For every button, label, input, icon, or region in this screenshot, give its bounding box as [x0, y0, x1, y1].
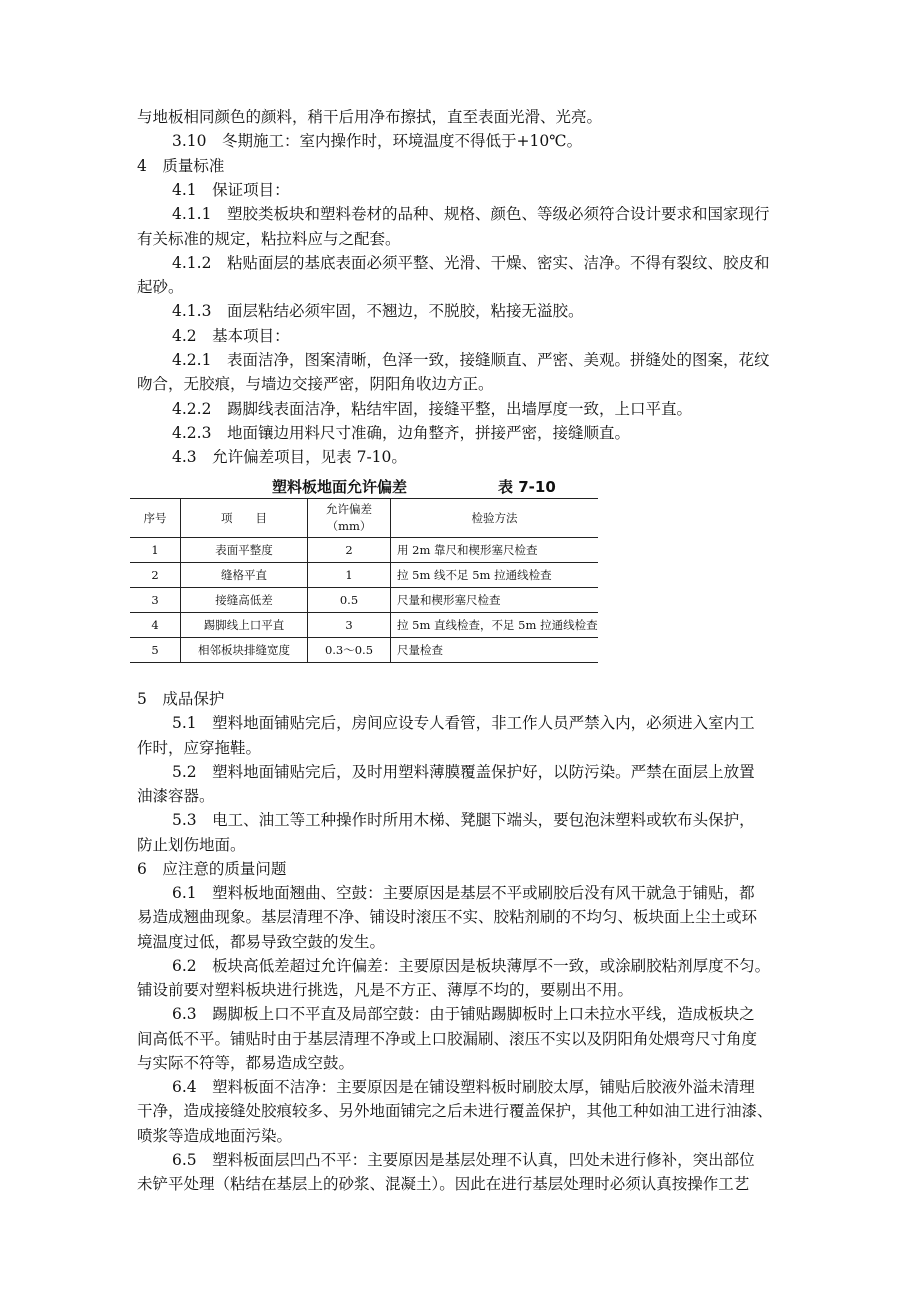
text-line: 境温度过低，都易导致空鼓的发生。 — [137, 932, 386, 951]
text-line: 5.1 塑料地面铺贴完后，房间应设专人看管，非工作人员严禁入内，必须进入室内工 — [172, 714, 755, 733]
text-line: 6.1 塑料板地面翘曲、空鼓：主要原因是基层不平或刷胶后没有风干就急于铺贴，都 — [172, 884, 755, 902]
deviation-table — [130, 498, 598, 663]
text-line: 4.2.1 表面洁净，图案清晰，色泽一致，接缝顺直、严密、美观。拼缝处的图案，花纹 — [172, 351, 770, 369]
text-line: 4.1.2 粘贴面层的基底表面必须平整、光滑、干燥、密实、洁净。不得有裂纹、胶皮和 — [172, 253, 770, 272]
cell-index: 2 — [130, 563, 181, 588]
text-line: 3.10 冬期施工：室内操作时，环境温度不得低于+10℃。 — [172, 132, 583, 151]
cell-method: 用 2m 靠尺和楔形塞尺检查 — [391, 538, 599, 563]
header-deviation-text: 允许偏差 （mm） — [326, 502, 372, 533]
text-line: 4 质量标准 — [137, 156, 225, 175]
text-line: 起砂。 — [137, 278, 184, 297]
cell-item: 表面平整度 — [181, 538, 308, 563]
text-line: 5.2 塑料地面铺贴完后，及时用塑料薄膜覆盖保护好，以防污染。严禁在面层上放置 — [172, 762, 755, 781]
text-line: 4.2.3 地面镶边用料尺寸准确，边角整齐，拼接严密，接缝顺直。 — [172, 423, 630, 442]
cell-item: 接缝高低差 — [181, 588, 308, 613]
cell-index: 1 — [130, 538, 181, 563]
cell-method: 尺量检查 — [391, 638, 599, 663]
text-line: 6.5 塑料板面层凹凸不平：主要原因是基层处理不认真，凹处未进行修补，突出部位 — [172, 1150, 755, 1169]
table-title: 塑料板地面允许偏差 — [272, 478, 408, 496]
cell-index: 4 — [130, 613, 181, 638]
text-line: 4.1.3 面层粘结必须牢固，不翘边，不脱胶，粘接无溢胶。 — [172, 302, 584, 321]
header-deviation — [308, 499, 391, 538]
cell-index: 5 — [130, 638, 181, 663]
text-line: 作时，应穿拖鞋。 — [137, 738, 262, 757]
text-line: 易造成翘曲现象。基层清理不净、铺设时滚压不实、胶粘剂刷的不均匀、板块面上尘土或环 — [137, 908, 758, 927]
text-line: 4.2.2 踢脚线表面洁净，粘结牢固，接缝平整，出墙厚度一致，上口平直。 — [172, 399, 692, 418]
text-line: 油漆容器。 — [137, 787, 215, 805]
text-line: 喷浆等造成地面污染。 — [137, 1126, 293, 1145]
cell-method: 拉 5m 直线检查，不足 5m 拉通线检查 — [391, 613, 599, 638]
cell-item: 相邻板块排缝宽度 — [181, 638, 308, 663]
cell-deviation: 3 — [308, 613, 391, 638]
text-line: 6.2 板块高低差超过允许偏差：主要原因是板块薄厚不一致，或涂刷胶粘剂厚度不匀。 — [172, 956, 771, 975]
text-line: 与实际不符等，都易造成空鼓。 — [137, 1053, 355, 1072]
text-line: 与地板相同颜色的颜料，稍干后用净布擦拭，直至表面光滑、光亮。 — [137, 108, 603, 126]
cell-deviation: 2 — [308, 538, 391, 563]
cell-deviation: 0.3～0.5 — [308, 638, 391, 663]
table-row — [130, 588, 598, 613]
cell-deviation: 1 — [308, 563, 391, 588]
cell-deviation: 0.5 — [308, 588, 391, 613]
header-item: 项 目 — [181, 499, 308, 538]
table-number: 表 7-10 — [498, 478, 556, 496]
text-line: 干净，造成接缝处胶痕较多、另外地面铺完之后未进行覆盖保护，其他工种如油工进行油漆、 — [137, 1102, 773, 1121]
text-line: 5.3 电工、油工等工种操作时所用木梯、凳腿下端头，要包泡沫塑料或软布头保护， — [172, 811, 755, 830]
table-row — [130, 613, 598, 638]
cell-method: 尺量和楔形塞尺检查 — [391, 588, 599, 613]
text-line: 4.1.1 塑胶类板块和塑料卷材的品种、规格、颜色、等级必须符合设计要求和国家现行 — [172, 205, 770, 224]
text-line: 6.3 踢脚板上口不平直及局部空鼓：由于铺贴踢脚板时上口未拉水平线，造成板块之 — [172, 1005, 755, 1024]
text-line: 吻合，无胶痕，与墙边交接严密，阴阳角收边方正。 — [137, 375, 494, 394]
header-index: 序号 — [130, 499, 181, 538]
text-line: 4.2 基本项目： — [172, 326, 290, 345]
text-line: 4.1 保证项目： — [172, 180, 290, 199]
table-row — [130, 538, 598, 563]
text-line: 4.3 允许偏差项目，见表 7-10。 — [172, 448, 407, 467]
cell-method: 拉 5m 线不足 5m 拉通线检查 — [391, 563, 599, 588]
cell-item: 踢脚线上口平直 — [181, 613, 308, 638]
text-line: 6.4 塑料板面不洁净：主要原因是在铺设塑料板时刷胶太厚，铺贴后胶液外溢未清理 — [172, 1078, 755, 1096]
table-caption — [130, 476, 590, 498]
text-line: 防止划伤地面。 — [137, 835, 246, 854]
text-line: 未铲平处理（粘结在基层上的砂浆、混凝土）。因此在进行基层处理时必须认真按操作工艺 — [137, 1175, 750, 1193]
table-row — [130, 563, 598, 588]
cell-index: 3 — [130, 588, 181, 613]
header-method: 检验方法 — [391, 499, 599, 538]
text-line: 5 成品保护 — [137, 690, 225, 708]
text-line: 6 应注意的质量问题 — [137, 859, 287, 878]
table-header-row — [130, 499, 598, 538]
text-line: 铺设前要对塑料板块进行挑选，凡是不方正、薄厚不均的，要剔出不用。 — [137, 981, 634, 999]
text-line: 间高低不平。铺贴时由于基层清理不净或上口胶漏刷、滚压不实以及阴阳角处煨弯尺寸角度 — [137, 1029, 758, 1048]
table-row — [130, 638, 598, 663]
cell-item: 缝格平直 — [181, 563, 308, 588]
text-line: 有关标准的规定，粘拉料应与之配套。 — [137, 229, 401, 248]
